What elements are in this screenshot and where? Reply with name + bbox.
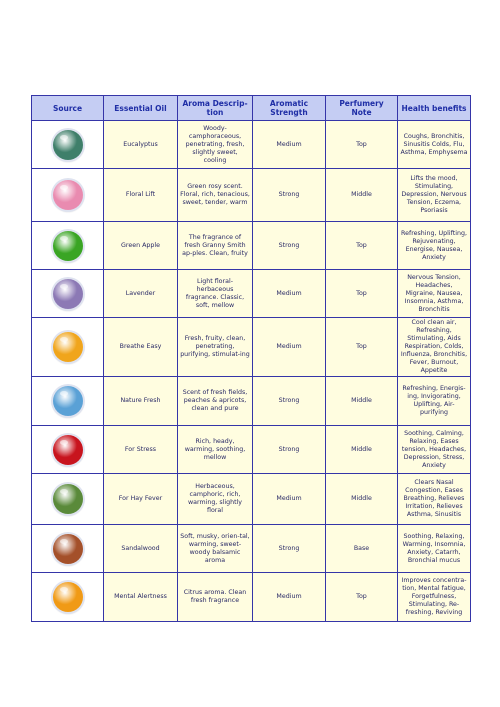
table-row [32, 318, 471, 377]
essential-oil-cell: Eucalyptus [104, 121, 178, 169]
source-cell [32, 222, 104, 270]
note-cell: Base [326, 525, 398, 573]
aroma-cell: Light floral-herbaceous fragrance. Classic, soft, mellow [178, 270, 253, 318]
essential-oil-cell: Nature Fresh [104, 377, 178, 426]
essential-oils-table [31, 95, 471, 622]
note-cell: Top [326, 318, 398, 377]
green-apple-icon [53, 231, 83, 261]
aroma-cell: Green rosy scent. Floral, rich, tenacious, sweet, tender, warm [178, 169, 253, 222]
eucalyptus-leaves-icon [53, 130, 83, 160]
table-row [32, 169, 471, 222]
header-health-benefits: Health benefits [398, 96, 471, 121]
strength-cell: Strong [253, 426, 326, 474]
orange-flower-icon [53, 582, 83, 612]
header-source: Source [32, 96, 104, 121]
benefits-cell: Refreshing, Energis-ing, Invigorating, Uplifting, Air-purifying [398, 377, 471, 426]
benefits-cell: Soothing, Relaxing, Warming, Insomnia, Anxiety, Catarrh, Bronchial mucus [398, 525, 471, 573]
table-row [32, 525, 471, 573]
strength-cell: Medium [253, 573, 326, 622]
header-essential-oil: Essential Oil [104, 96, 178, 121]
strength-cell: Medium [253, 318, 326, 377]
essential-oil-cell: Sandalwood [104, 525, 178, 573]
essential-oil-cell: Mental Alertness [104, 573, 178, 622]
essential-oil-cell: Floral Lift [104, 169, 178, 222]
strength-cell: Medium [253, 474, 326, 525]
herb-sprig-icon [53, 484, 83, 514]
benefits-cell: Lifts the mood, Stimulating, Depression, Nervous Tension, Eczema, Psoriasis [398, 169, 471, 222]
citrus-fruit-icon [53, 332, 83, 362]
aroma-cell: Scent of fresh fields, peaches & apricots, clean and pure [178, 377, 253, 426]
note-cell: Top [326, 121, 398, 169]
benefits-cell: Clears Nasal Congestion, Eases Breathing, Relieves Irritation, Relieves Asthma, Sinusitis [398, 474, 471, 525]
source-cell [32, 270, 104, 318]
aroma-cell: Fresh, fruity, clean, penetrating, purifying, stimulat-ing [178, 318, 253, 377]
source-cell [32, 474, 104, 525]
header-row [32, 96, 471, 121]
red-rose-icon [53, 435, 83, 465]
aroma-cell: The fragrance of fresh Granny Smith ap-ples. Clean, fruity [178, 222, 253, 270]
cinnamon-sticks-icon [53, 534, 83, 564]
source-cell [32, 525, 104, 573]
strength-cell: Strong [253, 525, 326, 573]
table-row [32, 270, 471, 318]
source-cell [32, 573, 104, 622]
note-cell: Middle [326, 377, 398, 426]
note-cell: Middle [326, 474, 398, 525]
aroma-cell: Rich, heady, warming, soothing, mellow [178, 426, 253, 474]
table-row [32, 573, 471, 622]
strength-cell: Strong [253, 169, 326, 222]
note-cell: Middle [326, 169, 398, 222]
benefits-cell: Soothing, Calming, Relaxing, Eases tension, Headaches, Depression, Stress, Anxiety [398, 426, 471, 474]
source-cell [32, 426, 104, 474]
strength-cell: Medium [253, 270, 326, 318]
table-row [32, 377, 471, 426]
benefits-cell: Cool clean air, Refreshing, Stimulating, Aids Respiration, Colds, Influenza, Bronchitis, Fever, Burnout, Appetite [398, 318, 471, 377]
source-cell [32, 121, 104, 169]
essential-oil-cell: Lavender [104, 270, 178, 318]
benefits-cell: Coughs, Bronchitis, Sinusitis Colds, Flu, Asthma, Emphysema [398, 121, 471, 169]
strength-cell: Strong [253, 377, 326, 426]
source-cell [32, 377, 104, 426]
essential-oil-cell: For Hay Fever [104, 474, 178, 525]
aroma-cell: Herbaceous, camphoric, rich, warming, slightly floral [178, 474, 253, 525]
table-row [32, 426, 471, 474]
benefits-cell: Refreshing, Uplifting, Rejuvenating, Energise, Nausea, Anxiety [398, 222, 471, 270]
essential-oil-cell: Breathe Easy [104, 318, 178, 377]
strength-cell: Strong [253, 222, 326, 270]
aroma-cell: Citrus aroma. Clean fresh fragrance [178, 573, 253, 622]
essential-oil-cell: For Stress [104, 426, 178, 474]
source-cell [32, 169, 104, 222]
benefits-cell: Nervous Tension, Headaches, Migraine, Nausea, Insomnia, Asthma, Bronchitis [398, 270, 471, 318]
aroma-cell: Woody-camphoraceous, penetrating, fresh, slightly sweet, cooling [178, 121, 253, 169]
table-row [32, 121, 471, 169]
header-aroma-description: Aroma Descrip-tion [178, 96, 253, 121]
header-aromatic-strength: Aromatic Strength [253, 96, 326, 121]
note-cell: Middle [326, 426, 398, 474]
table-row [32, 474, 471, 525]
source-cell [32, 318, 104, 377]
essential-oil-cell: Green Apple [104, 222, 178, 270]
header-perfumery-note: Perfumery Note [326, 96, 398, 121]
table-row [32, 222, 471, 270]
note-cell: Top [326, 573, 398, 622]
pink-flower-icon [53, 180, 83, 210]
water-splash-icon [53, 386, 83, 416]
aroma-cell: Soft, musky, orien-tal, warming, sweet-woody balsamic aroma [178, 525, 253, 573]
note-cell: Top [326, 222, 398, 270]
note-cell: Top [326, 270, 398, 318]
benefits-cell: Improves concentra-tion, Mental fatigue, Forgetfulness, Stimulating, Re-freshing, Reviving [398, 573, 471, 622]
lavender-icon [53, 279, 83, 309]
strength-cell: Medium [253, 121, 326, 169]
